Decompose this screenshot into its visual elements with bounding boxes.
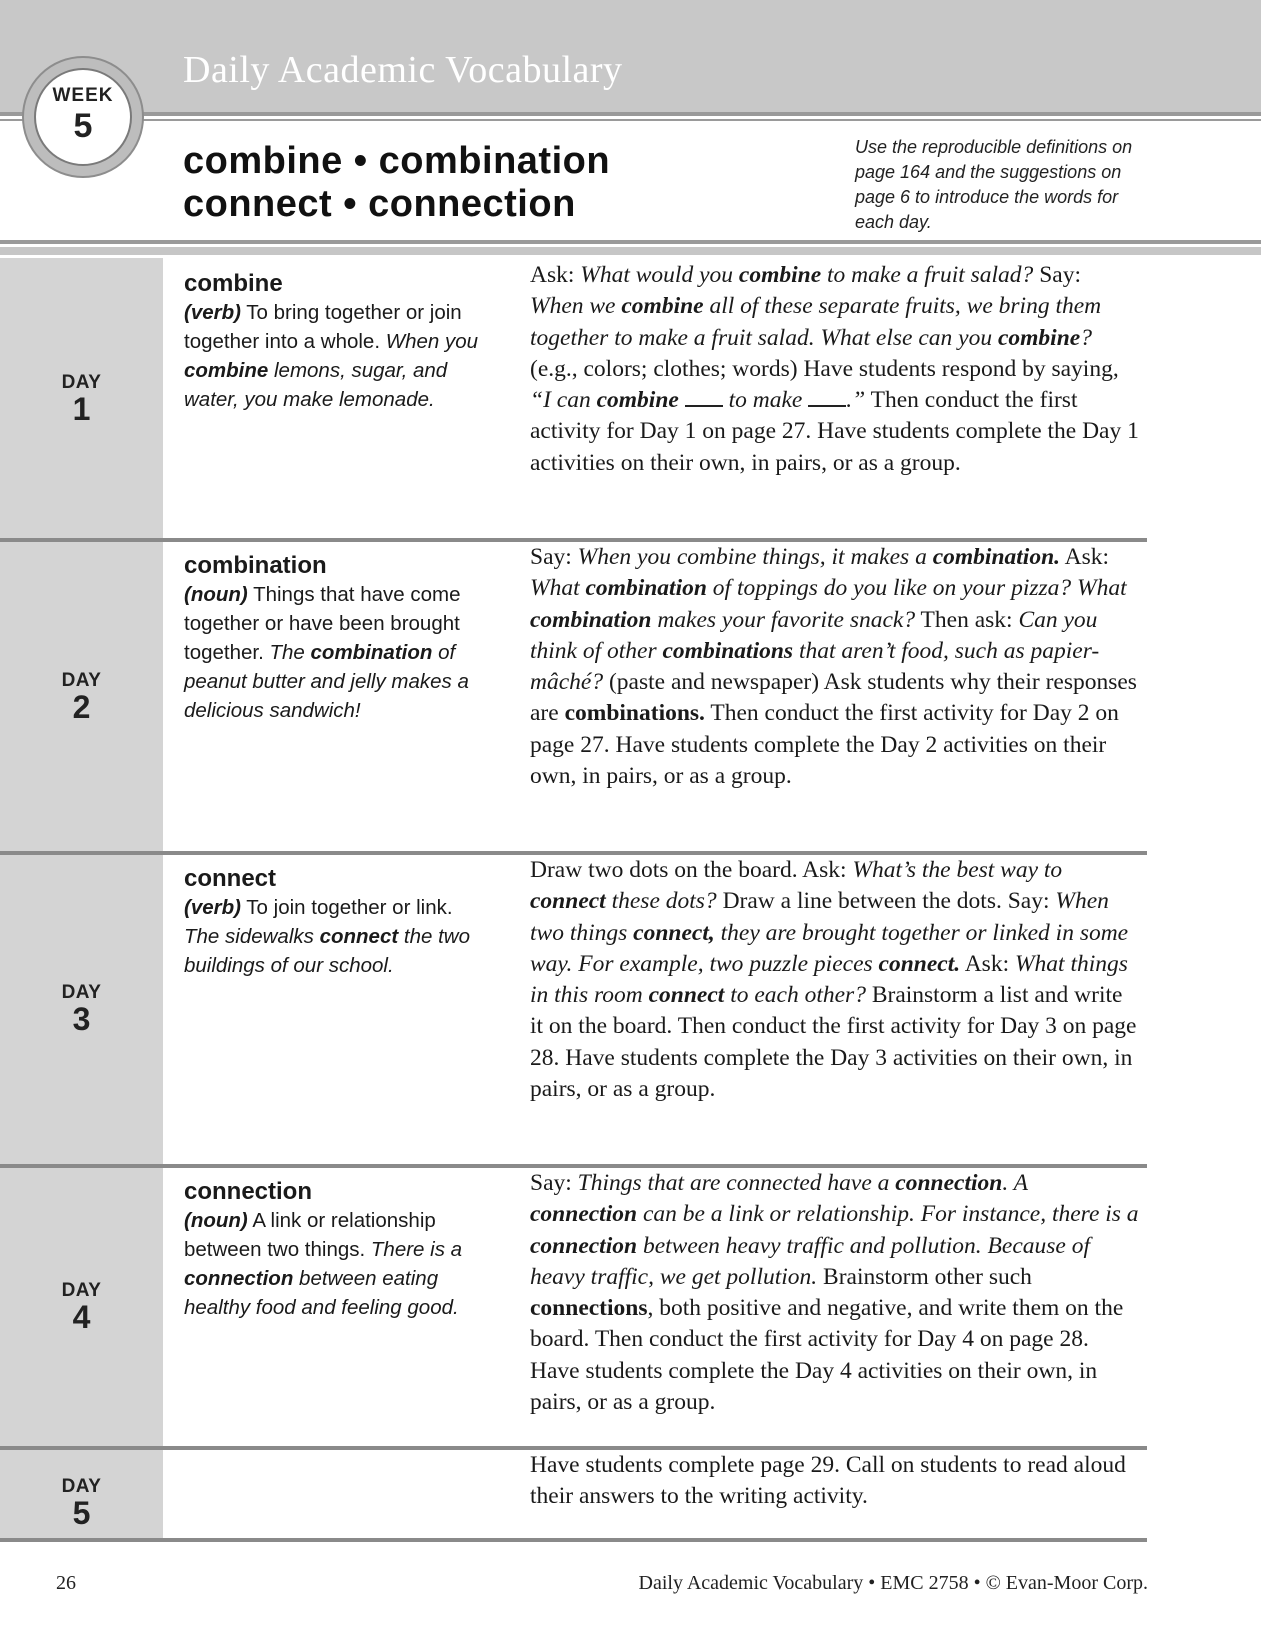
instruction-span: of toppings do you like on your pizza? What: [706, 575, 1127, 602]
instruction-span: Have students complete page 29. Call on students to read aloud their answers to the writing activity.: [530, 1452, 1126, 1510]
word-definition-cell: [184, 270, 484, 414]
instruction-span: Ask:: [960, 950, 1015, 977]
instruction-span: What: [530, 575, 586, 602]
instruction-keyword: connection: [530, 1201, 638, 1228]
instruction-keyword: combination.: [932, 544, 1061, 570]
instruction-keyword: combine: [738, 262, 822, 288]
instruction-span: they are brought together or linked in some way. For example, two puzzle pieces: [530, 919, 1129, 977]
example-text: the two buildings of our school.: [184, 925, 470, 977]
row-separator: [0, 1538, 1147, 1542]
example-text: The sidewalks: [184, 925, 320, 948]
instruction-span: these dots?: [605, 888, 717, 915]
day-label-1: [0, 372, 163, 427]
instruction-span: Then ask:: [915, 606, 1019, 633]
instruction-span: When you combine things, it makes a: [577, 544, 933, 570]
banner-rule-thin: [0, 119, 1261, 121]
instruction-text: [530, 260, 1140, 479]
part-of-speech: (verb): [184, 301, 241, 324]
instruction-span: Draw a line between the dots. Say:: [716, 888, 1056, 915]
week-badge: [22, 56, 144, 178]
day-column: [0, 258, 163, 1540]
instruction-span: (e.g., colors; clothes; words) Have students respond by saying,: [530, 355, 1119, 382]
instruction-span: Ask:: [1060, 544, 1109, 570]
header-banner: [0, 0, 1261, 112]
instruction-keyword: combinations: [662, 637, 794, 664]
book-title: Daily Academic Vocabulary: [183, 49, 623, 91]
definition-text: To join together or link.: [240, 896, 453, 919]
day-label-5: [0, 1476, 163, 1531]
part-of-speech: (verb): [184, 896, 241, 919]
instruction-keyword: connect.: [878, 950, 961, 977]
instruction-span: Can you think of other: [530, 606, 1098, 664]
instruction-keyword: connect: [530, 888, 606, 915]
instruction-span: , both positive and negative, and write them on the board. Then conduct the first activity for Day 4 on page 28. Have students complete the Day 4 activities on their own, in pairs, or as a group.: [530, 1295, 1124, 1416]
day-label-4: [0, 1280, 163, 1335]
example-keyword: connect: [319, 925, 399, 948]
instruction-keyword: combinations.: [564, 700, 705, 727]
instruction-span: Things that are connected have a: [577, 1170, 896, 1196]
day-label-text: DAY: [61, 670, 102, 691]
words-line-2: connect • connection: [183, 183, 576, 225]
instruction-span: What things in this room: [530, 950, 1128, 1009]
part-of-speech: (noun): [184, 583, 248, 606]
example-text: When you: [385, 330, 479, 353]
example-text: The: [269, 641, 311, 664]
instruction-keyword: connection: [530, 1232, 638, 1259]
header-divider: [0, 240, 1261, 244]
instruction-span: between heavy traffic and pollution. Because of heavy traffic, we get pollution.: [530, 1232, 1090, 1290]
day-number: 2: [72, 689, 91, 725]
instruction-keyword: combination: [530, 606, 652, 633]
page-number: 26: [56, 1572, 76, 1594]
day-label-text: DAY: [61, 982, 102, 1003]
example-keyword: combination: [310, 641, 433, 664]
header-divider-shade: [0, 247, 1261, 255]
instruction-span: What’s the best way to: [852, 857, 1063, 883]
instruction-keyword: connect,: [633, 919, 715, 946]
vocabulary-words: [183, 140, 610, 226]
instruction-span: all of these separate fruits, we bring them together to make a fruit salad. What else can you: [530, 293, 1102, 351]
answer-blank: [685, 389, 723, 407]
example-keyword: combine: [184, 359, 269, 382]
example-sentence: [184, 925, 470, 977]
instruction-keyword: connections: [530, 1295, 648, 1322]
day-label-text: DAY: [61, 1280, 102, 1301]
instruction-keyword: connection: [895, 1170, 1003, 1196]
instruction-text: [530, 542, 1140, 792]
instruction-text: [530, 1450, 1140, 1513]
day-number: 4: [72, 1299, 91, 1335]
instruction-keyword: connect: [648, 982, 725, 1009]
footer-credit: Daily Academic Vocabulary • EMC 2758 • © Evan-Moor Corp.: [638, 1572, 1148, 1594]
words-line-1: combine • combination: [183, 140, 611, 182]
day-label-2: [0, 670, 163, 725]
instruction-span: ?: [1080, 324, 1092, 351]
instruction-span: Then conduct the first activity for Day 1 on page 27. Have students complete the Day 1 activities on their own, in pairs, or as a group.: [530, 387, 1139, 476]
definition-text: Things that have come together or have been brought together.: [184, 583, 461, 664]
instruction-span: Say:: [1033, 262, 1081, 288]
instruction-keyword: combination: [585, 575, 707, 602]
instruction-keyword: combine: [621, 293, 704, 320]
day-number: 5: [72, 1495, 91, 1531]
instruction-span: Say:: [530, 544, 578, 570]
instruction-span: (paste and newspaper) Ask students why their responses are: [530, 669, 1137, 727]
word-definition-cell: [184, 552, 484, 725]
answer-blank: [808, 389, 846, 407]
instruction-span: Ask:: [530, 262, 581, 288]
instruction-span: “I can: [530, 387, 597, 414]
example-text: between eating healthy food and feeling good.: [184, 1267, 459, 1319]
vocabulary-term: combine: [184, 270, 283, 297]
instruction-span: . A: [1002, 1170, 1028, 1196]
vocabulary-term: connect: [184, 865, 277, 892]
example-keyword: connection: [184, 1267, 294, 1290]
instruction-span: that aren’t food, such as papier-mâché?: [530, 637, 1100, 696]
instruction-span: Draw two dots on the board. Ask:: [530, 857, 853, 883]
instruction-span: to make a fruit salad?: [821, 262, 1034, 288]
day-number: 1: [72, 391, 91, 427]
banner-rule: [0, 112, 1261, 116]
instruction-span: can be a link or relationship. For instance, there is a: [637, 1201, 1139, 1228]
instruction-span: Brainstorm a list and write it on the board. Then conduct the first activity for Day 3 on page 28. Have students complete the Day 3 activities on their own, in pairs, or as a group.: [530, 982, 1137, 1103]
day-label-text: DAY: [61, 372, 102, 393]
vocabulary-term: connection: [184, 1178, 313, 1205]
instruction-text: [530, 1168, 1140, 1418]
word-definition-cell: [184, 1178, 484, 1322]
day-label-text: DAY: [61, 1476, 102, 1497]
instruction-span: makes your favorite snack?: [651, 606, 916, 633]
instruction-span: to each other?: [724, 982, 866, 1009]
week-label: WEEK: [52, 85, 114, 106]
instruction-span: When we: [530, 293, 622, 320]
intro-note: Use the reproducible definitions on page 164 and the suggestions on page 6 to introduce the words for each day.: [855, 137, 1133, 232]
week-badge-inner: [34, 68, 132, 166]
example-text: There is a: [370, 1238, 463, 1261]
definition-text: A link or relationship between two things.: [184, 1209, 436, 1261]
instruction-keyword: combine: [997, 324, 1081, 351]
part-of-speech: (noun): [184, 1209, 248, 1232]
instruction-span: When two things: [530, 888, 1109, 946]
word-definition-cell: [184, 865, 484, 980]
example-text: lemons, sugar, and water, you make lemonade.: [184, 359, 448, 411]
day-number: 3: [72, 1001, 91, 1037]
instruction-keyword: combine: [596, 387, 679, 414]
instruction-span: Brainstorm other such: [817, 1263, 1032, 1290]
instruction-span: Say:: [530, 1170, 578, 1196]
day-label-3: [0, 982, 163, 1037]
vocabulary-term: combination: [184, 552, 327, 579]
instruction-span: to make: [722, 387, 809, 414]
week-number: 5: [73, 107, 93, 145]
example-text: of peanut butter and jelly makes a delicious sandwich!: [184, 641, 469, 722]
instruction-span: .”: [846, 387, 866, 414]
instruction-span: Then conduct the first activity for Day 2 on page 27. Have students complete the Day 2 activities on their own, in pairs, or as a group.: [530, 700, 1119, 790]
instruction-span: What would you: [580, 262, 739, 288]
definition-text: To bring together or join together into a whole.: [184, 301, 462, 353]
instruction-text: [530, 855, 1140, 1105]
